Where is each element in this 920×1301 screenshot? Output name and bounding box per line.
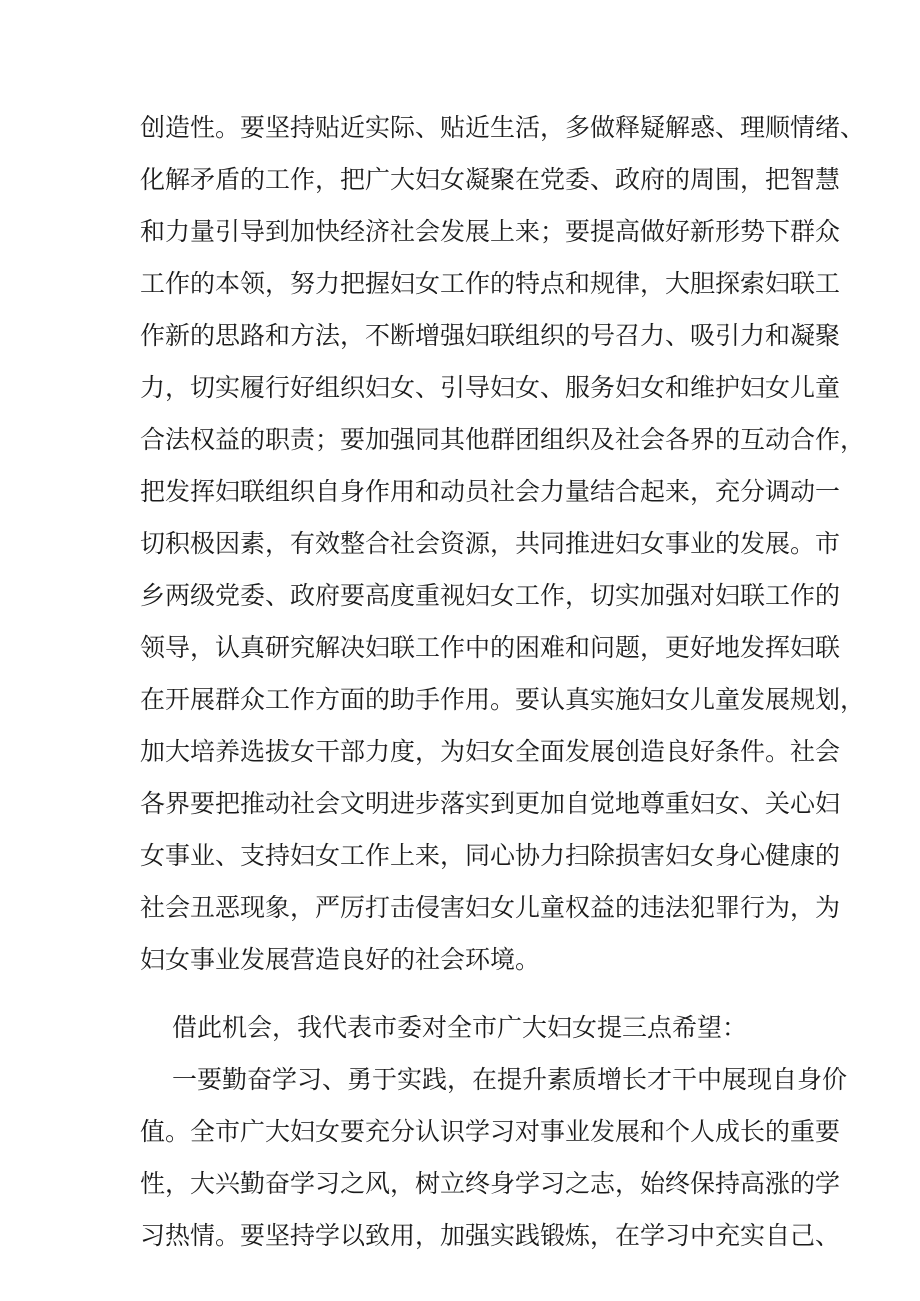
text-line: 加大培养选拔女干部力度，为妇女全面发展创造良好条件。社会 [140, 737, 841, 766]
text-line: 力，切实履行好组织妇女、引导妇女、服务妇女和维护妇女儿童 [140, 373, 841, 402]
text-line: 妇女事业发展营造良好的社会环境。 [140, 945, 541, 974]
text-line: 合法权益的职责；要加强同其他群团组织及社会各界的互动合作， [140, 425, 866, 454]
text-line: 在开展群众工作方面的助手作用。要认真实施妇女儿童发展规划， [140, 685, 866, 714]
text-line: 性，大兴勤奋学习之风，树立终身学习之志，始终保持高涨的学 [140, 1169, 841, 1198]
text-line: 创造性。要坚持贴近实际、贴近生活，多做释疑解惑、理顺情绪、 [140, 113, 866, 142]
text-line: 化解矛盾的工作，把广大妇女凝聚在党委、政府的周围，把智慧 [140, 165, 841, 194]
text-line: 切积极因素，有效整合社会资源，共同推进妇女事业的发展。市 [140, 529, 841, 558]
text-line: 女事业、支持妇女工作上来，同心协力扫除损害妇女身心健康的 [140, 841, 841, 870]
text-line: 乡两级党委、政府要高度重视妇女工作，切实加强对妇联工作的 [140, 581, 841, 610]
text-line: 值。全市广大妇女要充分认识学习对事业发展和个人成长的重要 [140, 1117, 841, 1146]
text-line: 习热情。要坚持学以致用，加强实践锻炼，在学习中充实自己、 [140, 1221, 841, 1250]
text-line: 社会丑恶现象，严厉打击侵害妇女儿童权益的违法犯罪行为，为 [140, 893, 841, 922]
text-line: 和力量引导到加快经济社会发展上来；要提高做好新形势下群众 [140, 217, 841, 246]
text-line: 工作的本领，努力把握妇女工作的特点和规律，大胆探索妇联工 [140, 269, 841, 298]
paragraph-intro-line: 借此机会，我代表市委对全市广大妇女提三点希望： [172, 1013, 748, 1042]
text-line: 各界要把推动社会文明进步落实到更加自觉地尊重妇女、关心妇 [140, 789, 841, 818]
text-line: 作新的思路和方法，不断增强妇联组织的号召力、吸引力和凝聚 [140, 321, 841, 350]
point-one-heading-line: 一要勤奋学习、勇于实践，在提升素质增长才干中展现自身价 [172, 1065, 848, 1094]
text-line: 把发挥妇联组织自身作用和动员社会力量结合起来，充分调动一 [140, 477, 841, 506]
text-line: 领导，认真研究解决妇联工作中的困难和问题，更好地发挥妇联 [140, 633, 841, 662]
